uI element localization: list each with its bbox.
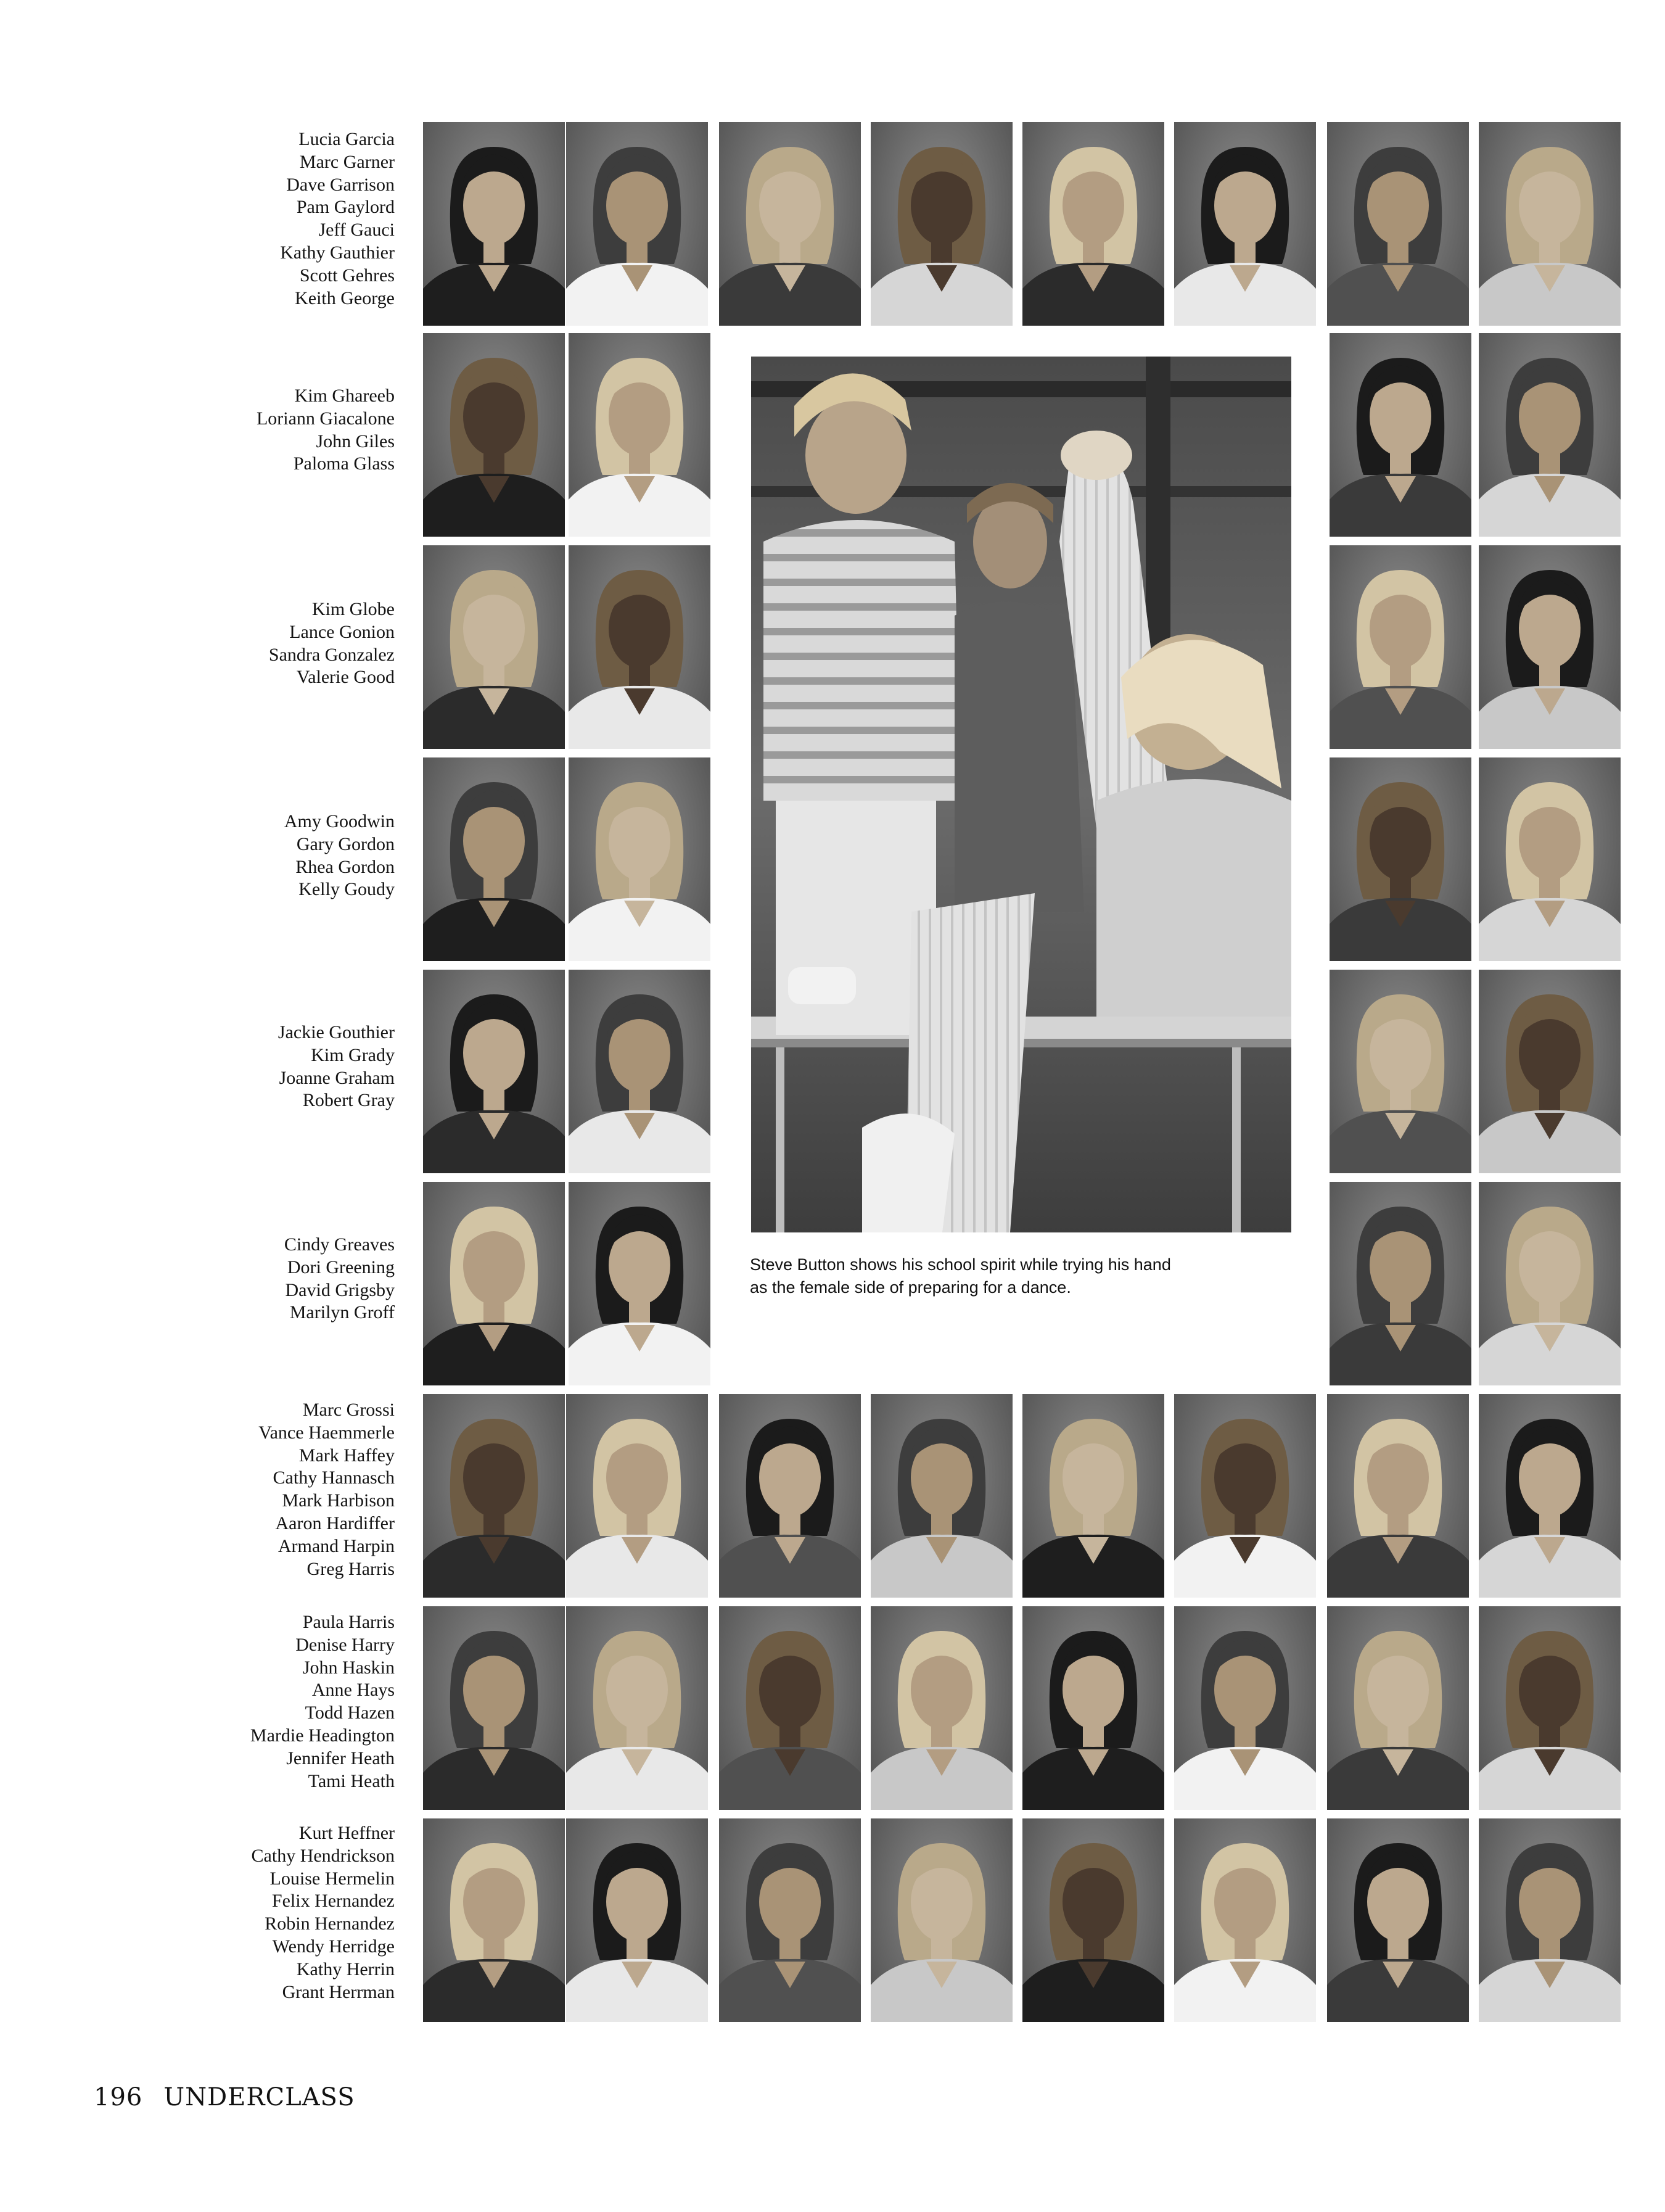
student-name: Lance Gonion xyxy=(289,621,395,642)
student-name: Paula Harris xyxy=(302,1612,395,1632)
student-name: Valerie Good xyxy=(296,667,395,688)
portrait-figure xyxy=(1022,122,1164,326)
portrait-figure xyxy=(1174,1394,1316,1598)
student-portrait xyxy=(1022,1606,1164,1810)
portrait-figure xyxy=(423,545,565,749)
portrait-figure xyxy=(1174,1818,1316,2022)
student-portrait xyxy=(423,757,565,961)
portrait-figure xyxy=(569,970,710,1173)
student-portrait xyxy=(1330,970,1471,1173)
student-portrait xyxy=(423,970,565,1173)
student-portrait xyxy=(1174,1818,1316,2022)
student-name: Keith George xyxy=(295,287,395,308)
student-name: John Giles xyxy=(316,431,395,452)
student-name: Cathy Hannasch xyxy=(273,1467,395,1488)
student-name: Louise Hermelin xyxy=(269,1868,395,1889)
portrait-figure xyxy=(1479,1394,1621,1598)
student-portrait xyxy=(566,1394,708,1598)
student-name: Denise Harry xyxy=(295,1634,395,1655)
student-name: Marc Grossi xyxy=(302,1400,395,1420)
portrait-figure xyxy=(423,757,565,961)
student-portrait xyxy=(1330,757,1471,961)
student-portrait xyxy=(1327,1606,1469,1810)
student-name: Gary Gordon xyxy=(296,833,395,854)
student-name: Joanne Graham xyxy=(279,1067,395,1088)
student-portrait xyxy=(1479,757,1621,961)
student-portrait xyxy=(1479,122,1621,326)
portrait-figure xyxy=(569,333,710,537)
student-portrait xyxy=(1479,970,1621,1173)
portrait-figure xyxy=(569,757,710,961)
student-name: Sandra Gonzalez xyxy=(268,644,395,665)
page-number: 196 xyxy=(94,2083,143,2111)
student-name: Marc Garner xyxy=(299,151,395,172)
student-name: Dori Greening xyxy=(287,1257,395,1277)
student-name: Loriann Giacalone xyxy=(256,408,395,429)
student-portrait xyxy=(566,122,708,326)
portrait-figure xyxy=(569,545,710,749)
student-name: Mark Haffey xyxy=(298,1445,395,1466)
student-portrait xyxy=(871,1818,1013,2022)
caption-line-2: as the female side of preparing for a dance. xyxy=(750,1278,1071,1297)
portrait-figure xyxy=(566,1394,708,1598)
student-portrait xyxy=(1174,122,1316,326)
names-row-7 xyxy=(0,1399,395,1580)
page-footer xyxy=(94,2083,355,2111)
portrait-figure xyxy=(1327,1606,1469,1810)
student-portrait xyxy=(1479,545,1621,749)
student-name: Wendy Herridge xyxy=(272,1936,395,1957)
student-portrait xyxy=(1479,1394,1621,1598)
student-portrait xyxy=(1330,333,1471,537)
student-name: Kim Globe xyxy=(311,599,395,619)
student-portrait xyxy=(423,545,565,749)
feature-photo xyxy=(751,357,1291,1232)
student-name: Kathy Gauthier xyxy=(280,242,395,263)
student-portrait xyxy=(1174,1606,1316,1810)
student-name: Kim Grady xyxy=(311,1044,395,1065)
portrait-figure xyxy=(1022,1394,1164,1598)
student-name: Kelly Goudy xyxy=(298,879,395,900)
portrait-figure xyxy=(566,1818,708,2022)
student-name: Kurt Heffner xyxy=(298,1823,395,1843)
portrait-figure xyxy=(871,1606,1013,1810)
student-portrait xyxy=(719,1818,861,2022)
portrait-figure xyxy=(1479,1182,1621,1385)
student-portrait xyxy=(569,1182,710,1385)
student-portrait xyxy=(1479,1818,1621,2022)
student-portrait xyxy=(569,545,710,749)
student-portrait xyxy=(1022,1394,1164,1598)
portrait-figure xyxy=(871,122,1013,326)
student-name: Marilyn Groff xyxy=(289,1302,395,1323)
portrait-figure xyxy=(1330,757,1471,961)
student-portrait xyxy=(1479,1182,1621,1385)
portrait-figure xyxy=(871,1818,1013,2022)
student-name: Scott Gehres xyxy=(299,265,395,286)
portrait-figure xyxy=(423,333,565,537)
feature-photo-art xyxy=(751,357,1291,1232)
student-name: Todd Hazen xyxy=(305,1702,395,1723)
names-row-6 xyxy=(0,1234,395,1324)
student-name: Robert Gray xyxy=(302,1090,395,1111)
student-name: Tami Heath xyxy=(308,1770,395,1791)
student-name: Cathy Hendrickson xyxy=(251,1845,395,1866)
names-row-9 xyxy=(0,1822,395,2004)
portrait-figure xyxy=(1479,1818,1621,2022)
portrait-figure xyxy=(1327,1394,1469,1598)
student-name: John Haskin xyxy=(302,1657,395,1678)
student-portrait xyxy=(1327,122,1469,326)
student-portrait xyxy=(1330,545,1471,749)
names-row-5 xyxy=(0,1021,395,1112)
names-row-3 xyxy=(0,598,395,689)
student-portrait xyxy=(423,1818,565,2022)
portrait-figure xyxy=(719,122,861,326)
student-portrait xyxy=(1330,1182,1471,1385)
portrait-figure xyxy=(1327,122,1469,326)
portrait-figure xyxy=(423,122,565,326)
student-portrait xyxy=(423,1394,565,1598)
student-name: Amy Goodwin xyxy=(284,811,395,832)
section-label: UNDERCLASS xyxy=(163,2083,355,2111)
student-portrait xyxy=(1327,1818,1469,2022)
student-portrait xyxy=(566,1818,708,2022)
student-name: Anne Hays xyxy=(311,1680,395,1701)
student-portrait xyxy=(423,333,565,537)
portrait-figure xyxy=(1479,122,1621,326)
student-name: David Grigsby xyxy=(285,1279,395,1300)
portrait-figure xyxy=(719,1394,861,1598)
portrait-figure xyxy=(1479,333,1621,537)
student-portrait xyxy=(1479,333,1621,537)
student-name: Mardie Headington xyxy=(250,1725,395,1746)
student-name: Greg Harris xyxy=(306,1558,395,1579)
student-name: Pam Gaylord xyxy=(296,197,395,218)
student-name: Jackie Gouthier xyxy=(278,1022,395,1042)
portrait-figure xyxy=(1330,545,1471,749)
portrait-figure xyxy=(1330,1182,1471,1385)
portrait-figure xyxy=(1479,545,1621,749)
names-row-1 xyxy=(0,128,395,310)
student-portrait xyxy=(423,122,565,326)
portrait-figure xyxy=(423,970,565,1173)
names-row-8 xyxy=(0,1611,395,1793)
student-name: Kathy Herrin xyxy=(296,1958,395,1979)
student-name: Kim Ghareeb xyxy=(294,386,395,406)
student-name: Paloma Glass xyxy=(293,453,395,474)
portrait-figure xyxy=(569,1182,710,1385)
portrait-figure xyxy=(719,1818,861,2022)
portrait-figure xyxy=(871,1394,1013,1598)
student-portrait xyxy=(569,757,710,961)
portrait-figure xyxy=(1479,1606,1621,1810)
names-row-2 xyxy=(0,385,395,476)
caption-line-1: Steve Button shows his school spirit while trying his hand xyxy=(750,1255,1171,1274)
portrait-figure xyxy=(1479,970,1621,1173)
portrait-figure xyxy=(1174,122,1316,326)
portrait-figure xyxy=(423,1818,565,2022)
student-portrait xyxy=(719,122,861,326)
portrait-figure xyxy=(1327,1818,1469,2022)
portrait-figure xyxy=(1330,970,1471,1173)
student-portrait xyxy=(423,1182,565,1385)
portrait-figure xyxy=(1174,1606,1316,1810)
student-portrait xyxy=(871,1394,1013,1598)
photo-caption xyxy=(750,1253,1317,1299)
student-portrait xyxy=(1022,1818,1164,2022)
student-name: Jeff Gauci xyxy=(318,220,395,241)
student-name: Cindy Greaves xyxy=(284,1234,395,1255)
student-portrait xyxy=(569,333,710,537)
portrait-figure xyxy=(423,1606,565,1810)
student-name: Aaron Hardiffer xyxy=(275,1512,395,1533)
portrait-figure xyxy=(423,1394,565,1598)
portrait-figure xyxy=(1022,1606,1164,1810)
student-name: Armand Harpin xyxy=(278,1535,395,1556)
student-name: Jennifer Heath xyxy=(286,1748,395,1768)
student-portrait xyxy=(871,1606,1013,1810)
student-name: Dave Garrison xyxy=(286,174,395,195)
portrait-figure xyxy=(1330,333,1471,537)
portrait-figure xyxy=(423,1182,565,1385)
student-portrait xyxy=(719,1394,861,1598)
student-name: Robin Hernandez xyxy=(265,1913,395,1934)
names-row-4 xyxy=(0,811,395,901)
student-portrait xyxy=(1479,1606,1621,1810)
student-name: Mark Harbison xyxy=(282,1490,395,1511)
student-portrait xyxy=(1327,1394,1469,1598)
student-portrait xyxy=(569,970,710,1173)
portrait-figure xyxy=(566,122,708,326)
student-portrait xyxy=(719,1606,861,1810)
student-name: Lucia Garcia xyxy=(298,129,395,149)
student-portrait xyxy=(1022,122,1164,326)
student-portrait xyxy=(871,122,1013,326)
student-name: Felix Hernandez xyxy=(271,1891,395,1912)
portrait-figure xyxy=(1022,1818,1164,2022)
portrait-figure xyxy=(719,1606,861,1810)
student-portrait xyxy=(423,1606,565,1810)
student-portrait xyxy=(566,1606,708,1810)
portrait-figure xyxy=(1479,757,1621,961)
student-name: Vance Haemmerle xyxy=(258,1422,395,1443)
student-name: Rhea Gordon xyxy=(295,856,395,877)
portrait-figure xyxy=(566,1606,708,1810)
student-name: Grant Herrman xyxy=(282,1981,395,2002)
student-portrait xyxy=(1174,1394,1316,1598)
